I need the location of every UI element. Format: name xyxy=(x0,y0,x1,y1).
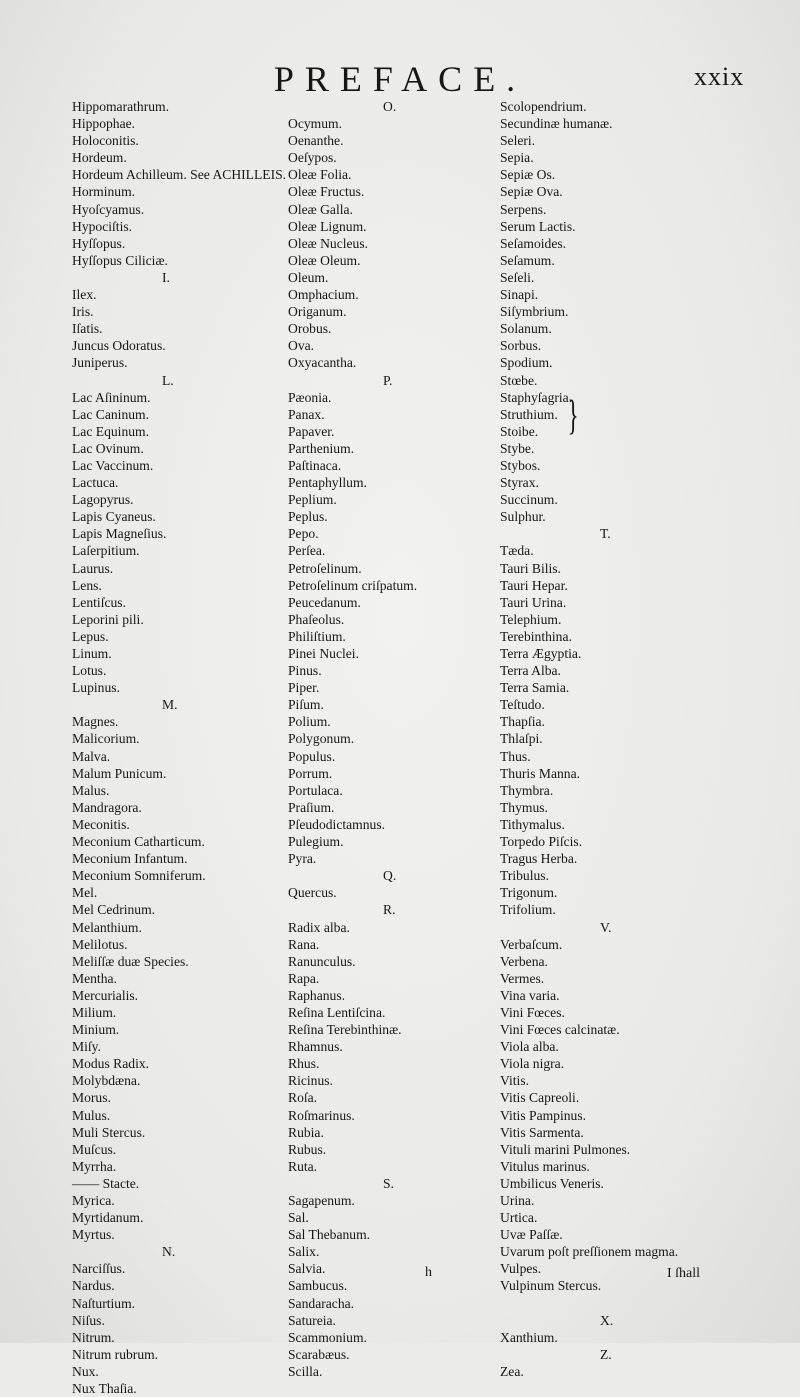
index-entry: Polygonum. xyxy=(288,731,355,747)
index-entry: Portulaca. xyxy=(288,782,343,798)
index-entry: Panax. xyxy=(288,406,325,422)
index-entry: Urtica. xyxy=(500,1210,538,1226)
index-entry: Vitis Sarmenta. xyxy=(500,1124,584,1140)
index-entry: Modus Radix. xyxy=(72,1056,150,1072)
section-letter: R. xyxy=(383,902,396,918)
index-entry: Sepiæ Os. xyxy=(500,167,556,183)
index-entry: Hyſſopus. xyxy=(72,235,126,251)
index-entry: Hyſſopus Ciliciæ. xyxy=(72,252,168,268)
index-entry: Thuris Manna. xyxy=(500,765,581,781)
index-entry: Oleæ Folia. xyxy=(288,167,352,183)
index-entry: Meconitis. xyxy=(72,816,130,832)
index-entry: Oleæ Nucleus. xyxy=(288,235,369,251)
section-letter: X. xyxy=(600,1312,614,1328)
index-entry: Lactuca. xyxy=(72,475,119,491)
index-entry: Laurus. xyxy=(72,560,114,576)
index-entry: Melanthium. xyxy=(72,919,142,935)
index-entry: Peplus. xyxy=(288,509,328,525)
index-entry: Oenanthe. xyxy=(288,133,344,149)
index-entry: Lac Vaccinum. xyxy=(72,457,154,473)
index-entry: Morus. xyxy=(72,1090,111,1106)
index-entry: Reſina Lentiſcina. xyxy=(288,1004,386,1020)
index-entry: Pinei Nuclei. xyxy=(288,646,359,661)
index-entry: Xanthium. xyxy=(500,1329,558,1345)
index-entry: Torpedo Piſcis. xyxy=(500,834,583,850)
index-entry: Juniperus. xyxy=(72,355,128,371)
index-entry: Lotus. xyxy=(72,663,107,679)
index-entry: Thymus. xyxy=(500,799,548,815)
index-entry: Pæonia. xyxy=(288,389,332,405)
index-entry: Siſymbrium. xyxy=(500,304,569,320)
index-entry: Malicorium. xyxy=(72,731,140,747)
index-entry: Piper. xyxy=(288,680,320,696)
index-entry: Peucedanum. xyxy=(288,594,361,610)
index-entry: Tauri Bilis. xyxy=(500,560,561,576)
index-entry: Oleæ Lignum. xyxy=(288,218,367,234)
index-entry: Mercurialis. xyxy=(72,987,139,1003)
index-entry: Philiſtium. xyxy=(288,628,346,644)
index-entry: Ranunculus. xyxy=(288,953,356,969)
index-entry: Rhus. xyxy=(288,1056,320,1072)
index-entry: Rana. xyxy=(288,936,320,952)
index-entry: Tauri Urina. xyxy=(500,594,567,610)
index-entry: Tithymalus. xyxy=(500,816,565,832)
index-entry: Laſerpitium. xyxy=(72,543,140,559)
index-entry: Rubia. xyxy=(288,1124,324,1140)
index-entry: Pyra. xyxy=(288,851,317,867)
index-entry: Phaſeolus. xyxy=(288,611,345,627)
section-letter xyxy=(500,1295,730,1312)
index-entry: Niſus. xyxy=(72,1312,105,1328)
index-entry: Nitrum rubrum. xyxy=(72,1346,159,1362)
index-entry: Meliſſæ duæ Species. xyxy=(72,953,189,969)
index-entry: Vitulus marinus. xyxy=(500,1158,590,1174)
index-entry: Succinum. xyxy=(500,492,558,508)
index-entry: Pinus. xyxy=(288,663,322,679)
index-entry: Sulphur. xyxy=(500,509,546,525)
index-entry: Solanum. xyxy=(500,321,552,337)
index-entry: Trifolium. xyxy=(500,902,556,918)
index-entry: Pulegium. xyxy=(288,834,344,850)
index-entry: Roſa. xyxy=(288,1090,318,1106)
index-entry: Orobus. xyxy=(288,321,332,337)
index-entry: Terra Ægyptia. xyxy=(500,646,582,661)
section-letter: Z. xyxy=(600,1346,612,1362)
index-entry: Miſy. xyxy=(72,1039,101,1055)
index-entry: Serum Lactis. xyxy=(500,218,576,234)
index-entry: Satureia. xyxy=(288,1312,336,1328)
index-entry: Piſum. xyxy=(288,697,324,713)
index-entry: Viola alba. xyxy=(500,1039,559,1055)
index-entry: Sinapi. xyxy=(500,287,539,303)
index-entry: Populus. xyxy=(288,748,336,764)
index-entry: Sal. xyxy=(288,1210,309,1226)
page-number: xxix xyxy=(694,62,745,91)
index-entry: Terra Alba. xyxy=(500,663,561,679)
index-entry: Leporini pili. xyxy=(72,611,144,627)
index-entry: Vitis. xyxy=(500,1073,530,1089)
index-entry: Lac Equinum. xyxy=(72,423,150,439)
index-entry: Stybos. xyxy=(500,457,541,473)
index-entry: Parthenium. xyxy=(288,440,355,456)
index-entry: Vermes. xyxy=(500,970,545,986)
index-entry: Mel. xyxy=(72,885,98,901)
index-entry: Praſium. xyxy=(288,799,335,815)
index-entry: Oleæ Galla. xyxy=(288,201,353,217)
index-entry: Ruta. xyxy=(288,1158,318,1174)
index-entry: Hyoſcyamus. xyxy=(72,201,145,217)
index-entry: Nux Thaſia. xyxy=(72,1381,137,1397)
index-entry: Uvarum poſt preſſionem magma. xyxy=(500,1244,679,1260)
index-column-1 xyxy=(72,98,302,1397)
section-letter: N. xyxy=(162,1244,176,1260)
index-entry: Radix alba. xyxy=(288,919,350,935)
index-entry: Thus. xyxy=(500,748,531,764)
index-entry: Hippophae. xyxy=(72,116,136,132)
section-letter: M. xyxy=(162,697,178,713)
section-letter: V. xyxy=(600,919,612,935)
section-letter: T. xyxy=(600,526,611,542)
index-entry: Myrrha. xyxy=(72,1158,117,1174)
index-entry: Hippomarathrum. xyxy=(72,99,170,114)
index-entry: Telephium. xyxy=(500,611,562,627)
index-entry: Oleum. xyxy=(288,269,329,285)
index-entry: Tæda. xyxy=(500,543,534,559)
index-entry: Trigonum. xyxy=(500,885,558,901)
index-entry: Seſamum. xyxy=(500,252,555,268)
index-entry: Hordeum. xyxy=(72,150,127,166)
index-entry: Seſamoides. xyxy=(500,235,567,251)
index-entry: Mandragora. xyxy=(72,799,142,815)
index-entry: Milium. xyxy=(72,1004,117,1020)
index-entry: Rapa. xyxy=(288,970,320,986)
index-entry: Reſina Terebinthinæ. xyxy=(288,1022,402,1038)
index-entry: Meconium Catharticum. xyxy=(72,834,205,850)
index-entry: Tragus Herba. xyxy=(500,851,578,867)
index-entry: Sagapenum. xyxy=(288,1193,355,1208)
index-entry: Viola nigra. xyxy=(500,1056,565,1072)
index-entry: Mel Cedrinum. xyxy=(72,902,156,918)
index-entry: Lagopyrus. xyxy=(72,492,134,508)
index-entry: Nitrum. xyxy=(72,1329,115,1345)
section-letter: I. xyxy=(162,269,170,285)
index-entry: Lac Ovinum. xyxy=(72,440,144,456)
index-entry: Hordeum Achilleum. See ACHILLEIS. xyxy=(72,167,287,183)
index-entry: Narciſſus. xyxy=(72,1261,126,1277)
index-entry: Vini Fœces calcinatæ. xyxy=(500,1022,620,1038)
index-entry: Struthium. xyxy=(500,406,558,422)
index-entry: Roſmarinus. xyxy=(288,1107,355,1123)
section-letter: S. xyxy=(383,1175,394,1191)
index-entry: Rhamnus. xyxy=(288,1039,343,1055)
index-entry: Scilla. xyxy=(288,1363,323,1379)
index-entry: Pepo. xyxy=(288,526,319,542)
index-entry: Holoconitis. xyxy=(72,133,139,149)
index-entry: Scammonium. xyxy=(288,1329,367,1345)
index-entry: Sepiæ Ova. xyxy=(500,184,563,200)
index-entry: Ova. xyxy=(288,338,315,354)
index-entry: Lac Aſininum. xyxy=(72,389,151,405)
section-letter: O. xyxy=(383,99,397,114)
section-letter: P. xyxy=(383,372,393,388)
index-entry: Vitis Pampinus. xyxy=(500,1107,587,1123)
index-entry: Verbaſcum. xyxy=(500,936,563,952)
section-letter: Q. xyxy=(383,868,397,884)
index-entry: Oxyacantha. xyxy=(288,355,357,371)
index-entry: Lens. xyxy=(72,577,102,593)
index-entry: Myrica. xyxy=(72,1193,115,1208)
index-entry: Malva. xyxy=(72,748,111,764)
index-entry: Tribulus. xyxy=(500,868,549,884)
index-entry: Origanum. xyxy=(288,304,347,320)
index-entry: Salvia. xyxy=(288,1261,326,1277)
index-entry: Salix. xyxy=(288,1244,320,1260)
index-entry: Thymbra. xyxy=(500,782,554,798)
index-entry: Spodium. xyxy=(500,355,553,371)
index-entry: Vini Fœces. xyxy=(500,1004,565,1020)
index-entry: Vulpinum Stercus. xyxy=(500,1278,602,1294)
index-entry: Iris. xyxy=(72,304,94,320)
index-entry: Nux. xyxy=(72,1363,99,1379)
index-entry: Mentha. xyxy=(72,970,117,986)
index-entry: Porrum. xyxy=(288,765,333,781)
index-entry: Linum. xyxy=(72,646,112,661)
index-entry: Lentiſcus. xyxy=(72,594,126,610)
index-entry: Sal Thebanum. xyxy=(288,1227,371,1243)
index-entry: Stoibe. xyxy=(500,423,539,439)
index-entry: Sambucus. xyxy=(288,1278,348,1294)
index-entry: Sandaracha. xyxy=(288,1295,355,1311)
index-entry: Quercus. xyxy=(288,885,337,901)
index-entry: Iſatis. xyxy=(72,321,103,337)
index-entry: Polium. xyxy=(288,714,331,730)
index-entry: Muli Stercus. xyxy=(72,1124,146,1140)
index-entry: Perſea. xyxy=(288,543,326,559)
index-entry: Nardus. xyxy=(72,1278,115,1294)
index-entry: Zea. xyxy=(500,1363,524,1379)
index-entry: Hypociſtis. xyxy=(72,218,133,234)
page-title: PREFACE. xyxy=(273,59,527,99)
index-entry: Peplium. xyxy=(288,492,337,508)
index-entry: Serpens. xyxy=(500,201,547,217)
index-entry: Omphacium. xyxy=(288,287,359,303)
section-letter: L. xyxy=(162,372,174,388)
index-entry: Mulus. xyxy=(72,1107,111,1123)
index-entry: Sorbus. xyxy=(500,338,542,354)
index-entry: Oleæ Oleum. xyxy=(288,252,361,268)
index-entry: Verbena. xyxy=(500,953,548,969)
index-entry: Petroſelinum criſpatum. xyxy=(288,577,418,593)
index-entry: Scolopendrium. xyxy=(500,99,587,114)
index-entry: Oeſypos. xyxy=(288,150,337,166)
index-column-2 xyxy=(288,98,518,1380)
index-entry: Stœbe. xyxy=(500,372,538,388)
index-entry: Umbilicus Veneris. xyxy=(500,1175,604,1191)
index-entry: Teſtudo. xyxy=(500,697,545,713)
index-entry: Naſturtium. xyxy=(72,1295,136,1311)
index-entry: Lepus. xyxy=(72,628,109,644)
index-entry: Staphyſagria. xyxy=(500,389,573,405)
grouping-brace: } xyxy=(567,393,579,439)
index-entry: Minium. xyxy=(72,1022,120,1038)
index-entry: Malus. xyxy=(72,782,110,798)
index-entry: Meconium Infantum. xyxy=(72,851,188,867)
index-entry: Lupinus. xyxy=(72,680,120,696)
index-entry: Lapis Magneſius. xyxy=(72,526,167,542)
index-entry: Sepia. xyxy=(500,150,534,166)
index-entry: Uvæ Paſſæ. xyxy=(500,1227,563,1243)
index-entry: Tauri Hepar. xyxy=(500,577,568,593)
index-entry: Meconium Somniferum. xyxy=(72,868,206,884)
index-entry: Seleri. xyxy=(500,133,536,149)
index-entry: Papaver. xyxy=(288,423,335,439)
index-entry: Styrax. xyxy=(500,475,539,491)
index-entry: Horminum. xyxy=(72,184,136,200)
index-entry: Magnes. xyxy=(72,714,119,730)
index-entry: Terra Samia. xyxy=(500,680,570,696)
index-entry: Petroſelinum. xyxy=(288,560,362,576)
index-entry: Ricinus. xyxy=(288,1073,333,1089)
index-entry: Lac Caninum. xyxy=(72,406,150,422)
catchword: I ſhall xyxy=(667,1266,701,1281)
index-entry: Ocymum. xyxy=(288,116,342,132)
index-entry: Malum Punicum. xyxy=(72,765,167,781)
index-entry: Raphanus. xyxy=(288,987,346,1003)
index-entry: Secundinæ humanæ. xyxy=(500,116,613,132)
index-entry: Seſeli. xyxy=(500,269,535,285)
index-entry: Juncus Odoratus. xyxy=(72,338,166,354)
index-entry: Vina varia. xyxy=(500,987,560,1003)
signature-mark: h xyxy=(425,1265,432,1280)
index-entry: Molybdæna. xyxy=(72,1073,141,1089)
index-entry: Scarabæus. xyxy=(288,1346,350,1362)
index-entry: Vituli marini Pulmones. xyxy=(500,1141,631,1157)
index-entry: Myrtus. xyxy=(72,1227,115,1243)
index-entry: Vitis Capreoli. xyxy=(500,1090,580,1106)
index-entry: Terebinthina. xyxy=(500,628,572,644)
index-entry: Rubus. xyxy=(288,1141,327,1157)
index-entry: Thapſia. xyxy=(500,714,545,730)
index-entry: Vulpes. xyxy=(500,1261,542,1277)
index-column-3 xyxy=(500,98,730,1380)
index-entry: Myrtidanum. xyxy=(72,1210,144,1226)
index-entry: Urina. xyxy=(500,1193,535,1208)
index-entry: Pentaphyllum. xyxy=(288,475,367,491)
index-entry: Oleæ Fructus. xyxy=(288,184,365,200)
index-entry: Lapis Cyaneus. xyxy=(72,509,156,525)
index-entry: Paſtinaca. xyxy=(288,457,342,473)
index-entry: —— Stacte. xyxy=(72,1175,140,1191)
index-entry: Stybe. xyxy=(500,440,535,456)
index-entry: Thlaſpi. xyxy=(500,731,543,747)
index-entry: Pſeudodictamnus. xyxy=(288,816,386,832)
index-entry: Muſcus. xyxy=(72,1141,117,1157)
index-entry: Ilex. xyxy=(72,287,97,303)
index-entry: Melilotus. xyxy=(72,936,128,952)
